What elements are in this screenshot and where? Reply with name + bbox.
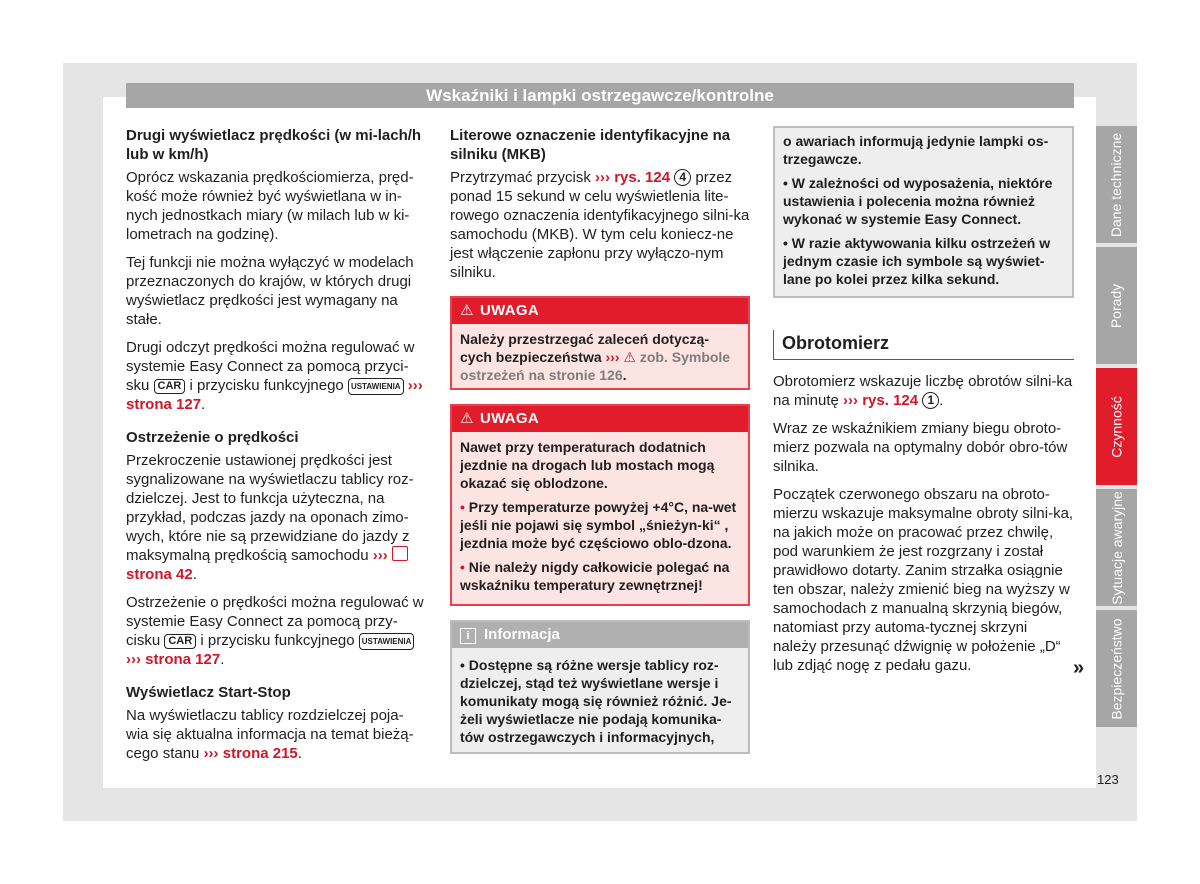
tab-dane-techniczne[interactable]	[1096, 126, 1137, 243]
warning-bullet	[460, 558, 740, 594]
page-link[interactable]: strona 42	[126, 566, 193, 583]
page-link[interactable]: strona 215	[222, 745, 298, 762]
warning-box	[450, 404, 750, 606]
paragraph: Oprócz wskazania prędkościomierza, pręd-kość może również być wyświetlana w in-nych jednostkach miary (w milach lub w ki-lometrach na godzinę).	[126, 169, 414, 243]
paragraph	[126, 706, 426, 763]
text: Przy temperaturze powyżej +4°C, na-wet jeśli nie pojawi się symbol „śnieżyn-ki“ , jezdnia może być częściowo oblo-dzona.	[460, 499, 737, 551]
text: Na wyświetlaczu tablicy rozdzielczej poja-wia się aktualna informacja na temat bieżą-cego stanu	[126, 707, 414, 762]
bullet-icon: •	[460, 559, 465, 575]
info-icon: i	[460, 628, 476, 644]
column-1	[126, 126, 426, 772]
text: .	[622, 367, 627, 383]
tab-label: Dane techniczne	[1108, 132, 1125, 237]
tab-czynnosc[interactable]	[1096, 368, 1137, 485]
tab-label: Porady	[1108, 283, 1125, 328]
page-title: Wskaźniki i lampki ostrzegawcze/kontrolne	[126, 83, 1074, 108]
warning-header	[452, 406, 748, 432]
paragraph	[126, 593, 426, 669]
paragraph	[126, 451, 426, 584]
info-body	[452, 648, 748, 752]
info-box	[450, 620, 750, 754]
page-link[interactable]: strona 127	[145, 651, 221, 668]
text: W razie aktywowania kilku ostrzeżeń w jednym czasie ich symbole są wyświet-lane po kolei przez kilka sekund.	[783, 235, 1051, 287]
page-link[interactable]: zob. Symbole ostrzeżeń na stronie 126	[460, 349, 731, 383]
cross-ref-arrows: ›››	[372, 547, 388, 564]
cross-ref-arrows: ›››	[203, 745, 219, 762]
text: Przytrzymać przycisk	[450, 169, 591, 186]
paragraph: Wraz ze wskaźnikiem zmiany biegu obroto-mierz pozwala na optymalny dobór obro-tów silnika.	[773, 420, 1068, 475]
cross-ref-arrows: ›››	[407, 377, 423, 394]
tab-label: Czynność	[1108, 395, 1125, 458]
cross-ref-arrows: ›››	[843, 392, 859, 409]
warning-label: UWAGA	[480, 410, 539, 427]
continue-arrow-icon: »	[1073, 657, 1085, 679]
paragraph	[773, 372, 1074, 410]
warning-header	[452, 298, 748, 324]
info-header	[452, 622, 748, 648]
tab-porady[interactable]	[1096, 247, 1137, 364]
note-text: o awariach informują jedynie lampki os-trzegawcze.	[783, 133, 1049, 167]
heading-mkb: Literowe oznaczenie identyfikacyjne na silniku (MKB)	[450, 127, 731, 163]
info-box-continued	[773, 126, 1074, 298]
warning-text: Nawet przy temperaturach dodatnich jezdnie na drogach lub mostach mogą okazać się oblodzone.	[460, 439, 715, 491]
paragraph: Początek czerwonego obszaru na obroto-mierzu wskazuje maksymalne obroty silni-ka, na jakich może on pracować przez chwilę, pod warunkiem że jest rozgrzany i został prawidłowo dotarty. Zanim strzałka osiągnie ten obszar, należy zmienić bieg na wyższy w samochodach z manualną skrzynią biegów, natomiast przy automa-tycznej skrzyni należy przesunąć dźwignię w położenie „D“ lub zdjąć nogę z pedału gazu.	[773, 486, 1074, 674]
tab-label: Sytuacje awaryjne	[1108, 490, 1125, 605]
text: W zależności od wyposażenia, niektóre ustawienia i polecenia można również wykonać w systemie Easy Connect.	[783, 175, 1053, 227]
warning-body	[452, 432, 748, 604]
text: Obrotomierz wskazuje liczbę obrotów silni-ka na minutę	[773, 373, 1073, 409]
text: .	[220, 651, 225, 668]
car-key-icon: CAR	[154, 379, 186, 394]
text: i przycisku funkcyjnego	[189, 377, 344, 394]
tab-bezpieczenstwo[interactable]	[1096, 610, 1137, 727]
heading-start-stop: Wyświetlacz Start-Stop	[126, 684, 291, 701]
warning-bullet	[460, 498, 740, 552]
text: .	[192, 566, 197, 583]
car-key-icon: CAR	[164, 634, 196, 649]
warning-body	[452, 324, 748, 388]
paragraph: Tej funkcji nie można wyłączyć w modelach przeznaczonych do krajów, w których drugi wyświetlacz prędkości jest wymagany na stałe.	[126, 254, 414, 328]
tab-sytuacje-awaryjne[interactable]	[1096, 489, 1137, 606]
text: .	[297, 745, 302, 762]
column-2	[450, 126, 750, 754]
section-heading-tachometer: Obrotomierz	[773, 330, 1074, 360]
text: przez ponad 15 sekund w celu wyświetlenia lite-rowego oznaczenia identyfikacyjnego silni-ka samochodu (MKB). W tym celu koniecz-ne jest włączenie zapłonu przy wyłączo-nym silniku.	[450, 169, 750, 281]
paragraph	[450, 168, 750, 282]
cross-ref-arrows: ›››	[605, 349, 620, 365]
heading-second-speed-display: Drugi wyświetlacz prędkości (w mi-lach/h lub w km/h)	[126, 127, 422, 163]
callout-number-icon: 1	[922, 392, 939, 409]
text: Ostrzeżenie o prędkości można regulować w systemie Easy Connect za pomocą przy-cisku	[126, 594, 424, 649]
heading-speed-warning: Ostrzeżenie o prędkości	[126, 429, 299, 446]
column-3	[773, 126, 1074, 684]
text: Nie należy nigdy całkowicie polegać na wskaźniku temperatury zewnętrznej!	[460, 559, 730, 593]
paragraph	[126, 338, 426, 414]
text: Należy przestrzegać zaleceń dotyczą-cych bezpieczeństwa	[460, 331, 709, 365]
warning-label: UWAGA	[480, 302, 539, 319]
text: Przekroczenie ustawionej prędkości jest sygnalizowane na wyświetlaczu tablicy roz-dzielczej. Jest to funkcja użyteczna, na przykład, podczas jazdy na oponach zimo-wych, które nie są przewidziane do jazdy z maksymalną prędkością samochodu	[126, 452, 414, 564]
warning-triangle-icon: ⚠	[460, 410, 474, 427]
page-link[interactable]: strona 127	[126, 396, 202, 413]
ustawienia-key-icon: USTAWIENIA	[359, 633, 415, 650]
note-bullet: • W razie aktywowania kilku ostrzeżeń w jednym czasie ich symbole są wyświet-lane po kolei przez kilka sekund.	[783, 235, 1051, 287]
warning-triangle-icon: ⚠	[623, 349, 636, 365]
warning-box	[450, 296, 750, 390]
figure-link[interactable]: rys. 124	[862, 392, 919, 409]
text: i przycisku funkcyjnego	[200, 632, 355, 649]
info-label: Informacja	[484, 626, 560, 643]
text: .	[939, 392, 944, 409]
callout-number-icon: 4	[674, 169, 691, 186]
tab-label: Bezpieczeństwo	[1108, 617, 1125, 720]
figure-link[interactable]: rys. 124	[614, 169, 671, 186]
bullet-icon: •	[460, 657, 465, 673]
cross-ref-arrows: ›››	[595, 169, 611, 186]
book-reference-icon	[392, 546, 408, 561]
text: Dostępne są różne wersje tablicy roz-dzielczej, stąd też wyświetlane wersje i komunikaty mogą się również różnić. Je-żeli wyświetlacze nie podają komunika-tów ostrzegawczych i informacyjnych,	[460, 657, 732, 745]
page-number: 123	[1097, 772, 1119, 787]
cross-ref-arrows: ›››	[126, 651, 141, 668]
text: .	[201, 396, 206, 413]
ustawienia-key-icon: USTAWIENIA	[348, 378, 404, 395]
text: Drugi odczyt prędkości można regulować w systemie Easy Connect za pomocą przyci-sku	[126, 339, 415, 394]
bullet-icon: •	[460, 499, 465, 515]
note-bullet: • W zależności od wyposażenia, niektóre ustawienia i polecenia można również wykonać w systemie Easy Connect.	[783, 175, 1053, 227]
warning-triangle-icon: ⚠	[460, 302, 474, 319]
